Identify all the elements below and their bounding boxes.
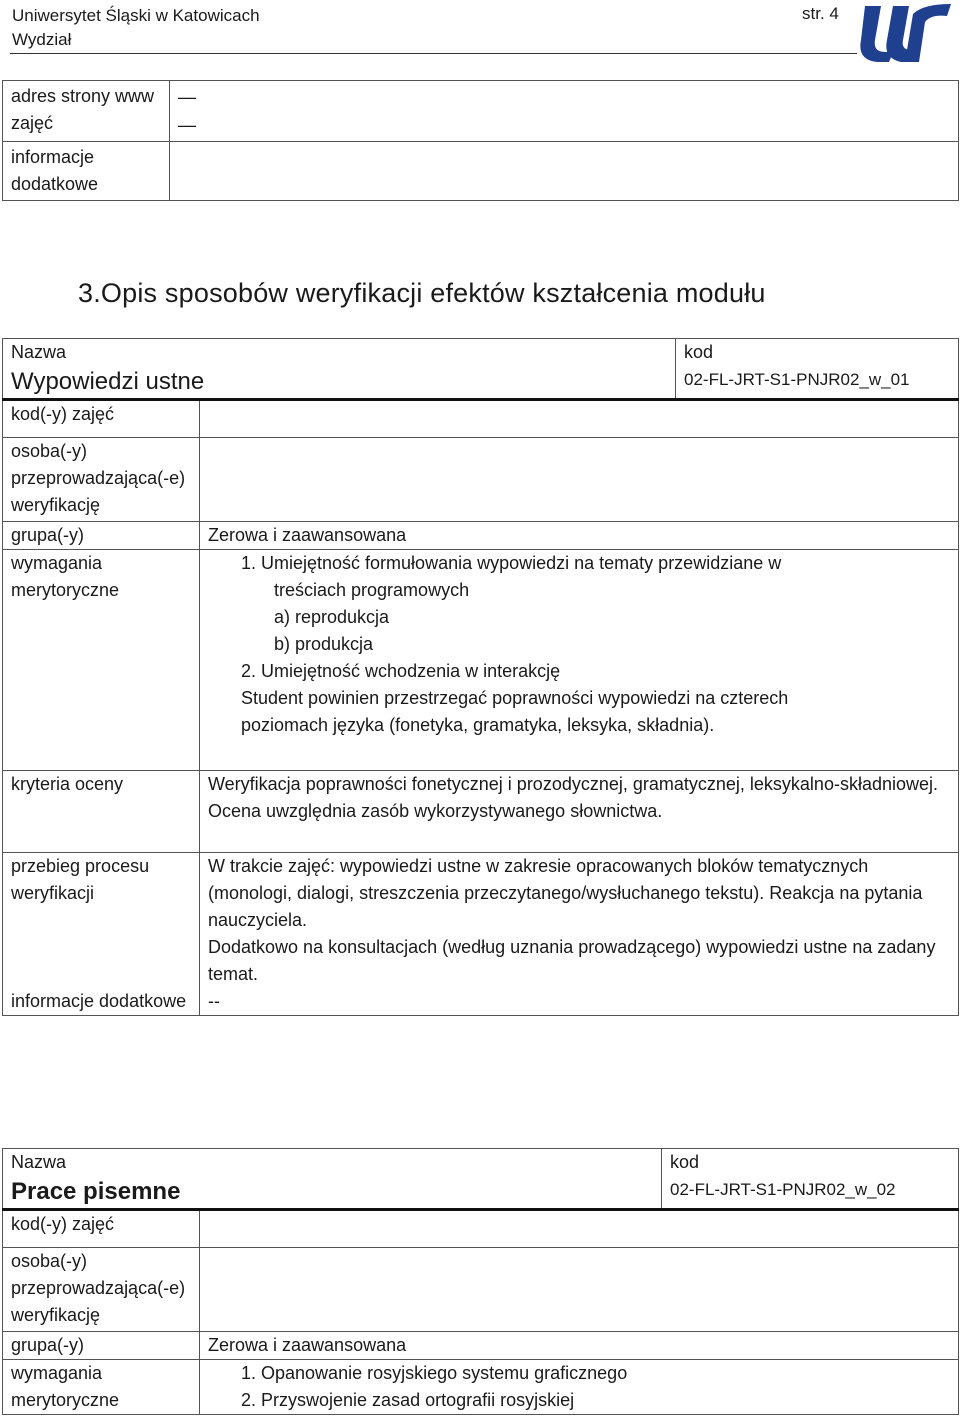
req2-item-2: 2. Przyswojenie zasad ortografii rosyjskiej xyxy=(241,1390,575,1410)
top-info-table xyxy=(2,80,959,201)
faculty-name: Wydział xyxy=(12,30,72,49)
grupy-label: grupa(-y) xyxy=(3,522,200,550)
university-logo xyxy=(853,0,953,66)
req2-item-1: 1. Opanowanie rosyjskiego systemu graficznego xyxy=(241,1363,628,1383)
university-name: Uniwersytet Śląski w Katowicach xyxy=(12,6,260,25)
przebieg-paragraph-2: Dodatkowo na konsultacjach (według uznania prowadzącego) wypowiedzi ustne na zadany temat. xyxy=(208,937,936,984)
przebieg-paragraph-1: W trakcie zajęć: wypowiedzi ustne w zakresie opracowanych bloków tematycznych (monologi, dialogi, streszczenia przeczytanego/wysłuchanego tekstu). Reakcja na pytania nauczyciela. xyxy=(208,856,923,930)
page-header xyxy=(12,4,260,52)
info2-value: -- xyxy=(200,988,959,1016)
kryteria-value: Weryfikacja poprawności fonetycznej i prozodycznej, gramatycznej, leksykalno-składniowej. Ocena uwzględnia zasób wykorzystywanego słownictwa. xyxy=(200,771,959,853)
info-value xyxy=(170,142,959,201)
kody-value xyxy=(200,400,959,438)
kod2-label: kod xyxy=(670,1152,700,1172)
module2-name-cell xyxy=(3,1149,662,1210)
nazwa-label: Nazwa xyxy=(11,342,67,362)
www-value: — — xyxy=(170,81,959,142)
req-note-1: Student powinien przestrzegać poprawności wypowiedzi na czterech xyxy=(241,688,789,708)
module-name-cell xyxy=(3,339,676,400)
grupy-value: Zerowa i zaawansowana xyxy=(200,522,959,550)
req-item-1: 1. Umiejętność formułowania wypowiedzi na tematy przewidziane w xyxy=(241,553,782,573)
osoby-label: osoba(-y) przeprowadzająca(-e) weryfikację xyxy=(3,438,200,522)
req-item-1-cont: treściach programowych xyxy=(274,580,470,600)
req-sub-a: a) reprodukcja xyxy=(274,607,390,627)
osoby-value xyxy=(200,438,959,522)
przebieg-value xyxy=(200,853,959,989)
wymagania2-value xyxy=(200,1360,959,1415)
module-name: Wypowiedzi ustne xyxy=(11,368,205,395)
module-code: 02-FL-JRT-S1-PNJR02_w_01 xyxy=(684,370,910,389)
osoby2-label: osoba(-y) przeprowadzająca(-e) weryfikację xyxy=(3,1248,200,1332)
kryteria-label: kryteria oceny xyxy=(3,771,200,853)
section-title: 3.Opis sposobów weryfikacji efektów kształcenia modułu xyxy=(78,278,766,308)
grupy2-label: grupa(-y) xyxy=(3,1332,200,1360)
nazwa2-label: Nazwa xyxy=(11,1152,67,1172)
module-table-1 xyxy=(2,338,959,1016)
przebieg-label: przebieg procesu weryfikacji xyxy=(3,853,200,989)
kody2-value xyxy=(200,1210,959,1248)
module-code-cell xyxy=(676,339,959,400)
wymagania-value xyxy=(200,550,959,771)
grupy2-value: Zerowa i zaawansowana xyxy=(200,1332,959,1360)
module2-code: 02-FL-JRT-S1-PNJR02_w_02 xyxy=(670,1180,896,1199)
wymagania2-label: wymagania merytoryczne xyxy=(3,1360,200,1415)
header-divider xyxy=(10,53,857,54)
req-sub-b: b) produkcja xyxy=(274,634,374,654)
info2-label: informacje dodatkowe xyxy=(3,988,200,1016)
wymagania-label: wymagania merytoryczne xyxy=(3,550,200,771)
module-table-2 xyxy=(2,1148,959,1415)
req-item-2: 2. Umiejętność wchodzenia w interakcję xyxy=(241,661,561,681)
page-number: str. 4 xyxy=(802,4,839,23)
www-label: adres strony www zajęć xyxy=(3,81,170,142)
req-note-2: poziomach języka (fonetyka, gramatyka, leksyka, składnia). xyxy=(241,715,715,735)
module2-name: Prace pisemne xyxy=(11,1178,181,1205)
kod-label: kod xyxy=(684,342,714,362)
module2-code-cell xyxy=(662,1149,959,1210)
osoby2-value xyxy=(200,1248,959,1332)
kody-label: kod(-y) zajęć xyxy=(3,400,200,438)
info-label: informacje dodatkowe xyxy=(3,142,170,201)
kody2-label: kod(-y) zajęć xyxy=(3,1210,200,1248)
